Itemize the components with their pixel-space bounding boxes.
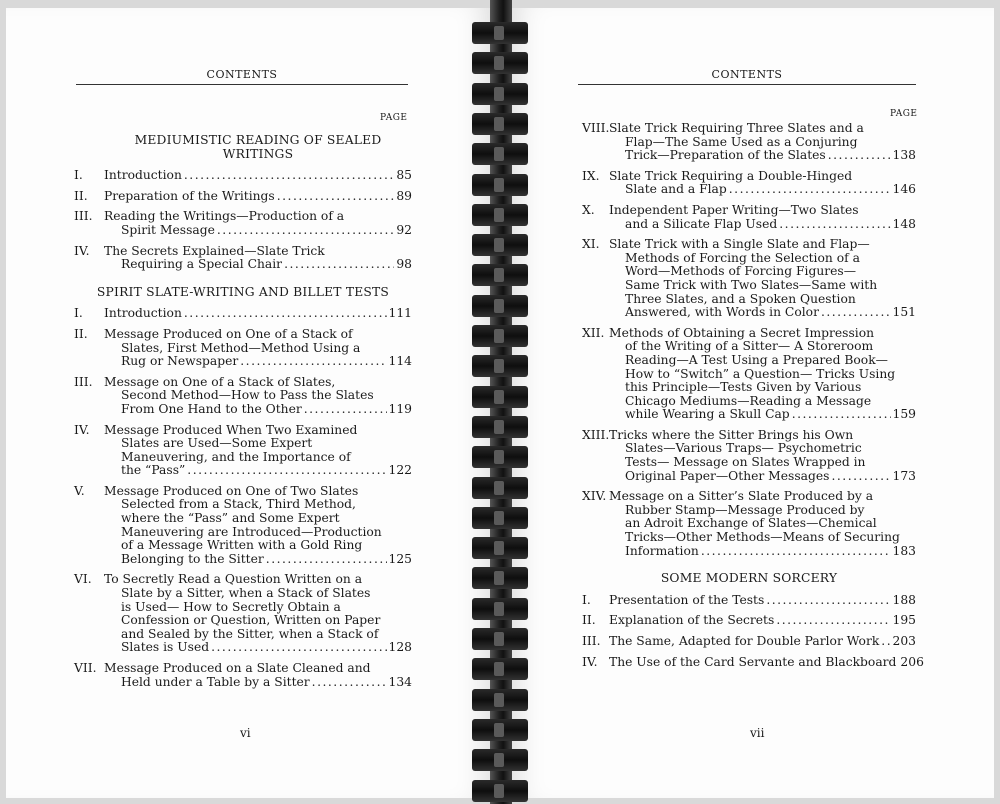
chapter-number: X. <box>582 202 595 217</box>
toc-entry <box>74 485 412 567</box>
toc-entry <box>582 204 916 231</box>
section-title: MEDIUMISTIC READING OF SEALED WRITINGS <box>134 133 382 161</box>
entry-page-number: 128 <box>388 640 412 655</box>
entry-title-line: Answered, with Words in Color <box>625 305 819 320</box>
chapter-number: IV. <box>582 654 598 669</box>
entry-title-line: where the “Pass” and Some Expert <box>121 511 340 526</box>
toc-entry-list <box>74 169 412 272</box>
entry-title-line: Chicago Mediums—Reading a Message <box>625 393 872 408</box>
entry-page-number: 85 <box>396 168 412 183</box>
entry-page-number: 148 <box>892 216 916 231</box>
entry-page-number: 146 <box>892 182 916 197</box>
entry-title-line: of a Message Written with a Gold Ring <box>121 538 363 553</box>
toc-entry <box>74 307 412 321</box>
dot-leader <box>277 190 395 204</box>
entry-title-line: The Use of the Card Servante and Blackboard <box>609 654 897 669</box>
entry-title-line: the “Pass” <box>121 463 186 478</box>
dot-leader <box>701 545 891 559</box>
entry-title-line: Tricks—Other Methods—Means of Securing <box>625 530 900 545</box>
chapter-number: IV. <box>74 243 90 258</box>
entry-title-line: Tests— Message on Slates Wrapped in <box>625 455 866 470</box>
right-page <box>506 8 994 798</box>
chapter-number: IX. <box>582 168 600 183</box>
toc-entry <box>582 594 916 608</box>
toc-entry <box>74 169 412 183</box>
binding-coil <box>472 204 528 226</box>
entry-title-line: Confession or Question, Written on Paper <box>121 613 381 628</box>
binding-coil <box>472 416 528 438</box>
entry-title-line: Message Produced When Two Examined <box>104 422 358 437</box>
binding-coil <box>472 386 528 408</box>
chapter-number: V. <box>74 483 85 498</box>
chapter-number: I. <box>74 306 83 321</box>
entry-page-number: 119 <box>388 401 412 416</box>
binding-coil <box>472 52 528 74</box>
toc-entry <box>74 328 412 369</box>
toc-entry <box>74 573 412 655</box>
section-title: SOME MODERN SORCERY <box>660 571 838 586</box>
chapter-number: XII. <box>582 325 605 340</box>
entry-page-number: 183 <box>892 543 916 558</box>
entry-title-line: Methods of Forcing the Selection of a <box>625 250 860 265</box>
entry-title-line: Rug or Newspaper <box>121 354 239 369</box>
spiral-binding <box>466 0 534 804</box>
entry-page-number: 151 <box>892 305 916 320</box>
running-head: CONTENTS <box>76 68 408 85</box>
entry-title-line: Information <box>625 543 699 558</box>
entry-title-line: Slate by a Sitter, when a Stack of Slates <box>121 586 371 601</box>
dot-leader <box>828 149 891 163</box>
dot-leader <box>187 464 386 478</box>
chapter-number: III. <box>74 209 93 224</box>
entry-title-line: Trick—Preparation of the Slates <box>625 148 826 163</box>
chapter-number: II. <box>74 326 88 341</box>
toc-entry-list <box>582 592 924 669</box>
entry-title-line: and Sealed by the Sitter, when a Stack of <box>121 626 379 641</box>
binding-coil <box>472 174 528 196</box>
dot-leader <box>266 553 387 567</box>
entry-title-line: Three Slates, and a Spoken Question <box>625 291 856 306</box>
entry-title-line: Requiring a Special Chair <box>121 257 283 272</box>
entry-title-line: Methods of Obtaining a Secret Impression <box>609 325 875 340</box>
entry-page-number: 92 <box>396 222 412 237</box>
toc-entry <box>74 376 412 417</box>
page-column-label: PAGE <box>380 113 408 123</box>
entry-title-line: Rubber Stamp—Message Produced by <box>625 502 865 517</box>
binding-coil <box>472 355 528 377</box>
dot-leader <box>831 470 890 484</box>
table-of-contents <box>74 134 412 696</box>
entry-title-line: of the Writing of a Sitter— A Storeroom <box>625 339 874 354</box>
chapter-number: VI. <box>74 572 92 587</box>
entry-title-line: and a Silicate Flap Used <box>625 216 778 231</box>
entry-title-line: Introduction <box>104 306 182 321</box>
binding-coil <box>472 689 528 711</box>
chapter-number: VII. <box>74 661 97 675</box>
dot-leader <box>312 676 387 690</box>
dot-leader <box>821 306 891 320</box>
entry-title-line: is Used— How to Secretly Obtain a <box>121 599 341 614</box>
entry-title-line: Slates is Used <box>121 640 210 655</box>
dot-leader <box>766 594 890 608</box>
entry-title-line: Independent Paper Writing—Two Slates <box>609 202 859 217</box>
entry-title-line: The Same, Adapted for Double Parlor Work <box>609 634 880 648</box>
chapter-number: II. <box>582 613 596 628</box>
entry-title-line: Reading the Writings—Production of a <box>104 209 345 224</box>
entry-title-line: Maneuvering are Introduced—Production <box>121 524 382 539</box>
entry-title-line: Explanation of the Secrets <box>609 613 775 628</box>
entry-title-line: Original Paper—Other Messages <box>625 468 830 483</box>
toc-entry <box>74 662 412 689</box>
left-page <box>6 8 496 798</box>
entry-title-line: Word—Methods of Forcing Figures— <box>625 264 857 279</box>
entry-title-line: To Secretly Read a Question Written on a <box>104 572 363 587</box>
chapter-number: I. <box>582 592 591 607</box>
entry-title-line: Message Produced on One of Two Slates <box>104 483 359 498</box>
entry-title-line: Slates—Various Traps— Psychometric <box>625 441 862 456</box>
entry-title-line: Same Trick with Two Slates—Same with <box>625 277 878 292</box>
dot-leader <box>304 403 387 417</box>
dot-leader <box>211 641 386 655</box>
entry-page-number: 203 <box>892 634 916 648</box>
entry-title-line: Slates are Used—Some Expert <box>121 436 313 451</box>
entry-title-line: Held under a Table by a Sitter <box>121 674 310 689</box>
toc-entry <box>582 238 916 320</box>
entry-page-number: 138 <box>892 148 916 163</box>
toc-entry <box>582 429 916 483</box>
binding-coil <box>472 295 528 317</box>
toc-entry <box>74 210 412 237</box>
entry-page-number: 114 <box>388 354 412 369</box>
toc-entry <box>582 635 916 649</box>
entry-title-line: Message Produced on One of a Stack of <box>104 326 353 341</box>
entry-title-line: Slate Trick Requiring a Double-Hinged <box>609 168 853 183</box>
page-number: vii <box>750 726 765 740</box>
toc-entry <box>582 654 924 670</box>
running-head: CONTENTS <box>578 68 916 85</box>
entry-page-number: 111 <box>388 306 412 321</box>
chapter-number: II. <box>74 188 88 203</box>
dot-leader <box>729 183 891 197</box>
entry-title-line: Message on One of a Stack of Slates, <box>104 374 336 389</box>
entry-title-line: Tricks where the Sitter Brings his Own <box>609 427 854 442</box>
entry-page-number: 122 <box>388 463 412 478</box>
entry-title-line: Spirit Message <box>121 222 215 237</box>
dot-leader <box>240 355 386 369</box>
dot-leader <box>217 224 394 238</box>
dot-leader <box>779 218 890 232</box>
entry-page-number: 89 <box>396 188 412 203</box>
entry-title-line: Message on a Sitter’s Slate Produced by a <box>609 489 874 504</box>
chapter-number: XIII. <box>582 427 610 442</box>
binding-coil <box>472 477 528 499</box>
entry-title-line: How to “Switch” a Question— Tricks Using <box>625 366 896 381</box>
binding-coil <box>472 628 528 650</box>
dot-leader <box>776 614 890 628</box>
chapter-number: VIII. <box>582 121 610 135</box>
toc-entry <box>74 245 412 272</box>
entry-page-number: 134 <box>388 674 412 689</box>
toc-entry <box>74 190 412 204</box>
toc-entry <box>582 170 916 197</box>
entry-title-line: From One Hand to the Other <box>121 401 302 416</box>
page-column-label: PAGE <box>890 109 918 119</box>
binding-coil <box>472 325 528 347</box>
entry-title-line: Slates, First Method—Method Using a <box>121 340 361 355</box>
entry-title-line: Slate and a Flap <box>625 182 727 197</box>
entry-title-line: Preparation of the Writings <box>104 188 275 203</box>
entry-page-number: 125 <box>388 551 412 566</box>
dot-leader <box>284 258 394 272</box>
section-title: SPIRIT SLATE-WRITING AND BILLET TESTS <box>96 284 390 299</box>
binding-coil <box>472 567 528 589</box>
entry-page-number: 195 <box>892 613 916 628</box>
binding-coil <box>472 234 528 256</box>
chapter-number: III. <box>582 634 601 648</box>
entry-page-number: 159 <box>892 407 916 422</box>
entry-title-line: Slate Trick with a Single Slate and Flap— <box>609 237 870 252</box>
binding-coil <box>472 113 528 135</box>
toc-entry <box>582 327 916 422</box>
entry-title-line: The Secrets Explained—Slate Trick <box>104 243 325 258</box>
binding-coil <box>472 719 528 741</box>
entry-title-line: Selected from a Stack, Third Method, <box>121 497 356 512</box>
binding-coil <box>472 446 528 468</box>
dot-leader <box>792 408 891 422</box>
binding-coil <box>472 83 528 105</box>
binding-coil <box>472 598 528 620</box>
chapter-number: XI. <box>582 237 600 252</box>
entry-title-line: Flap—The Same Used as a Conjuring <box>625 134 858 149</box>
entry-title-line: Message Produced on a Slate Cleaned and <box>104 661 371 675</box>
binding-coil <box>472 143 528 165</box>
binding-coil <box>472 264 528 286</box>
binding-coil <box>472 749 528 771</box>
toc-entry <box>582 614 916 628</box>
entry-page-number: 173 <box>892 468 916 483</box>
dot-leader <box>184 307 387 321</box>
binding-coil <box>472 507 528 529</box>
toc-entry <box>74 424 412 478</box>
entry-title-line: Belonging to the Sitter <box>121 551 264 566</box>
entry-title-line: Maneuvering, and the Importance of <box>121 449 351 464</box>
entry-title-line: an Adroit Exchange of Slates—Chemical <box>625 516 877 531</box>
chapter-number: IV. <box>74 422 90 437</box>
entry-title-line: Introduction <box>104 168 182 183</box>
entry-title-line: while Wearing a Skull Cap <box>625 407 790 422</box>
entry-title-line: Second Method—How to Pass the Slates <box>121 388 374 403</box>
binding-coil <box>472 658 528 680</box>
entry-title-line: Presentation of the Tests <box>609 592 765 607</box>
toc-entry-list <box>582 122 916 558</box>
toc-entry <box>582 122 916 163</box>
entry-title-line: this Principle—Tests Given by Various <box>625 380 862 395</box>
dot-leader <box>184 169 394 183</box>
dot-leader <box>881 635 890 649</box>
chapter-number: III. <box>74 374 93 389</box>
entry-title-line: Reading—A Test Using a Prepared Book— <box>625 352 888 367</box>
entry-title-line: Slate Trick Requiring Three Slates and a <box>609 121 864 135</box>
toc-entry-list <box>74 307 412 689</box>
binding-coil <box>472 22 528 44</box>
binding-coil <box>472 537 528 559</box>
binding-coil <box>472 780 528 802</box>
page-number: vi <box>240 726 251 740</box>
entry-page-number: 206 <box>900 654 924 669</box>
chapter-number: XIV. <box>582 489 607 504</box>
table-of-contents <box>582 121 924 676</box>
entry-page-number: 98 <box>396 257 412 272</box>
entry-page-number: 188 <box>892 592 916 607</box>
toc-entry <box>582 490 916 558</box>
chapter-number: I. <box>74 168 83 183</box>
